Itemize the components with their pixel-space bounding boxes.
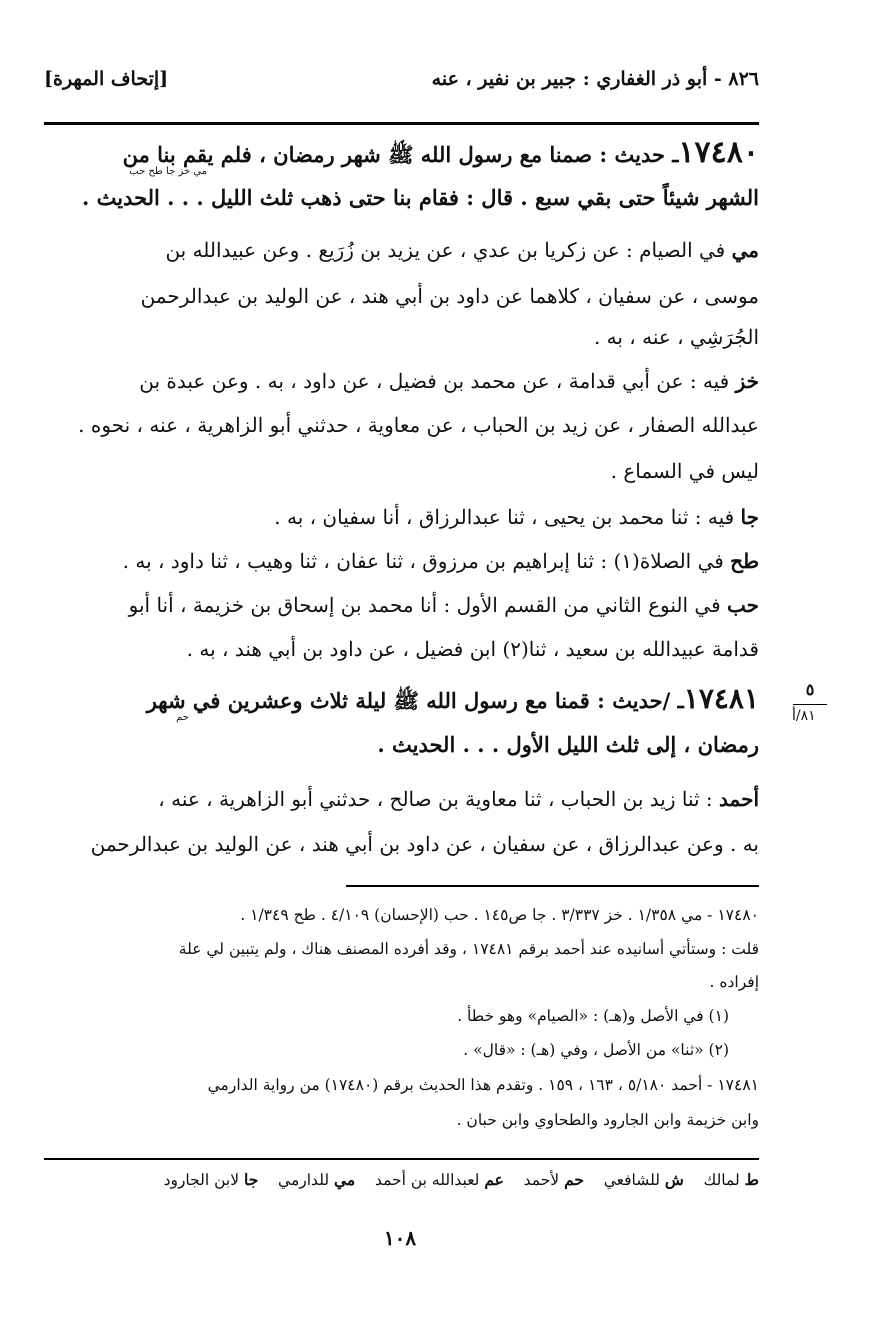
page-number: ١٠٨ xyxy=(383,1226,417,1250)
margin-folio: ٨١/أ xyxy=(792,708,816,724)
hadith-heading-text: ـ /حديث : قمنا مع رسول الله ﷺ ليلة ثلاث وعشرين في شهر xyxy=(146,688,684,713)
legend-rule xyxy=(44,1158,759,1160)
hadith-number: ١٧٤٨٠ xyxy=(678,135,759,170)
footnote-line: ١٧٤٨٠ - مي ١/٣٥٨ . خز ٣/٣٣٧ . جا ص١٤٥ . حب (الإحسان) ٤/١٠٩ . طح ١/٣٤٩ . xyxy=(240,906,759,924)
book-title-header: [إتحاف المهرة] xyxy=(44,68,169,90)
body-line: أحمد : ثنا زيد بن الحباب ، ثنا معاوية بن صالح ، حدثني أبو الزاهرية ، عنه ، xyxy=(158,787,759,811)
header-rule xyxy=(44,122,759,125)
legend-entry: ش للشافعي xyxy=(603,1170,684,1189)
body-line: ليس في السماع . xyxy=(610,459,759,483)
hadith-sigla: مي خز جا طح حب xyxy=(129,166,207,177)
hadith-17480-heading-cont: الشهر شيئاً حتى بقي سبع . قال : فقام بنا حتى ذهب ثلث الليل . . . الحديث . xyxy=(81,185,759,210)
margin-rule xyxy=(793,704,827,705)
body-line: موسى ، عن سفيان ، كلاهما عن داود بن أبي هند ، عن الوليد بن عبدالرحمن xyxy=(140,284,759,308)
body-line: الجُرَشِي ، عنه ، به . xyxy=(593,325,759,349)
footnote-line: إفراده . xyxy=(709,973,759,991)
legend-entry: حم لأحمد xyxy=(523,1170,584,1189)
body-line: خز فيه : عن أبي قدامة ، عن محمد بن فضيل ، عن داود ، به . وعن عبدة بن xyxy=(139,369,759,393)
footnote-rule xyxy=(346,885,759,887)
running-header: ٨٢٦ - أبو ذر الغفاري : جبير بن نفير ، عنه xyxy=(431,68,759,90)
hadith-17481-heading xyxy=(119,684,759,716)
footnote-line: ١٧٤٨١ - أحمد ٥/١٨٠ ، ١٦٣ ، ١٥٩ . وتقدم هذا الحديث برقم (١٧٤٨٠) من رواية الدارمي xyxy=(207,1076,759,1094)
margin-number: ٥ xyxy=(805,680,815,699)
body-line: حب في النوع الثاني من القسم الأول : أنا محمد بن إسحاق بن خزيمة ، أنا أبو xyxy=(128,593,759,617)
body-line: طح في الصلاة(١) : ثنا إبراهيم بن مرزوق ، ثنا عفان ، ثنا وهيب ، ثنا داود ، به . xyxy=(122,549,759,573)
body-line: مي في الصيام : عن زكريا بن عدي ، عن يزيد بن زُرَيع . وعن عبيدالله بن xyxy=(165,238,759,262)
hadith-17481-heading-cont: رمضان ، إلى ثلث الليل الأول . . . الحديث . xyxy=(377,732,759,757)
hadith-17480-heading xyxy=(119,135,759,170)
footnote-line: (٢) «ثنا» من الأصل ، وفي (هـ) : «قال» . xyxy=(463,1041,729,1059)
sigla-legend xyxy=(164,1168,759,1192)
legend-entry: عم لعبدالله بن أحمد xyxy=(374,1170,504,1189)
hadith-heading-text: ـ حديث : صمنا مع رسول الله ﷺ شهر رمضان ، فلم يقم بنا من xyxy=(122,142,679,167)
footnote-line: وابن خزيمة وابن الجارود والطحاوي وابن حبان . xyxy=(456,1111,759,1129)
footnote-line: قلت : وستأتي أسانيده عند أحمد برقم ١٧٤٨١ ، وقد أفرده المصنف هناك ، ولم يتبين لي علة xyxy=(178,940,759,958)
legend-entry: ط لمالك xyxy=(703,1170,759,1189)
body-line: به . وعن عبدالرزاق ، عن سفيان ، عن داود بن أبي هند ، عن الوليد بن عبدالرحمن xyxy=(90,832,759,856)
legend-entry: جا لابن الجارود xyxy=(163,1170,259,1189)
hadith-number: ١٧٤٨١ xyxy=(683,682,759,715)
hadith-sigla: حم xyxy=(176,712,189,723)
body-line: قدامة عبيدالله بن سعيد ، ثنا(٢) ابن فضيل ، عن داود بن أبي هند ، به . xyxy=(186,637,759,661)
body-line: عبدالله الصفار ، عن زيد بن الحباب ، عن معاوية ، حدثني أبو الزاهرية ، عنه ، نحوه . xyxy=(78,413,759,437)
body-line: جا فيه : ثنا محمد بن يحيى ، ثنا عبدالرزاق ، أنا سفيان ، به . xyxy=(274,505,759,529)
legend-entry: مي للدارمي xyxy=(278,1170,356,1189)
footnote-line: (١) في الأصل و(هـ) : «الصيام» وهو خطأ . xyxy=(457,1007,729,1025)
